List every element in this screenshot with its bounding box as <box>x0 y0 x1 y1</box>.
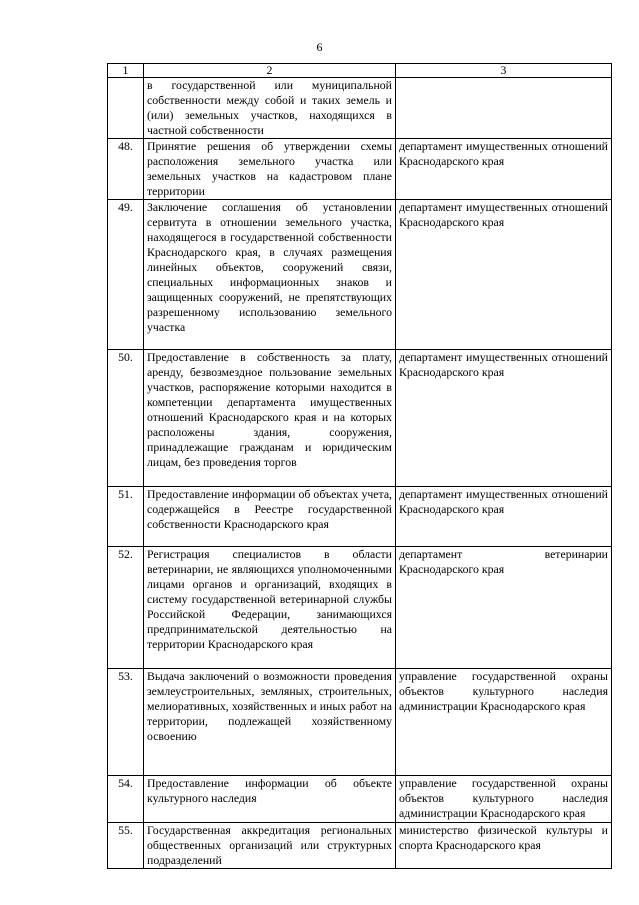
table-row <box>108 776 612 823</box>
authority-cell: департамент имущественных отношений Краснодарского края <box>396 487 612 547</box>
authority-cell: министерство физической культуры и спорта Краснодарского края <box>396 823 612 869</box>
service-name-cell: Предоставление информации об объектах учета, содержащейся в Реестре государственной собственности Краснодарского края <box>144 487 396 547</box>
table-row <box>108 350 612 487</box>
column-header-number: 1 <box>108 64 144 78</box>
table-row <box>108 200 612 350</box>
page-number: 6 <box>316 40 323 54</box>
authority-cell <box>396 78 612 139</box>
authority-cell: департамент имущественных отношений Краснодарского края <box>396 200 612 350</box>
row-number: 50. <box>108 350 144 487</box>
row-number: 52. <box>108 547 144 669</box>
service-name-cell: Регистрация специалистов в области ветеринарии, не являющихся уполномоченными лицами органов и организаций, входящих в систему государственной ветеринарной службы Российской Федерации, занимающихся предпринимательской деятельностью на территории Краснодарского края <box>144 547 396 669</box>
authority-cell: департамент имущественных отношений Краснодарского края <box>396 350 612 487</box>
header-row <box>108 64 612 78</box>
service-name-cell: Предоставление информации об объекте культурного наследия <box>144 776 396 823</box>
authority-cell: департамент имущественных отношений Краснодарского края <box>396 139 612 200</box>
row-number: 51. <box>108 487 144 547</box>
service-name-cell: Заключение соглашения об установлении сервитута в отношении земельного участка, находящегося в государственной собственности Краснодарского края, в случаях размещения линейных объектов, сооружений связи, специальных информационных знаков и защищенных сооружений, не препятствующих разрешенному использованию земельного участка <box>144 200 396 350</box>
services-table <box>107 63 612 869</box>
service-name-cell: Принятие решения об утверждении схемы расположения земельного участка или земельных участков на кадастровом плане территории <box>144 139 396 200</box>
table-row <box>108 547 612 669</box>
authority-cell: департамент ветеринарии Краснодарского края <box>396 547 612 669</box>
column-header-authority: 3 <box>396 64 612 78</box>
service-name-cell: Предоставление в собственность за плату, аренду, безвозмездное пользование земельных участков, распоряжение которыми находится в компетенции департамента имущественных отношений Краснодарского края и на которых расположены здания, сооружения, принадлежащие гражданам и юридическим лицам, без проведения торгов <box>144 350 396 487</box>
authority-cell: управление государственной охраны объектов культурного наследия администрации Краснодарского края <box>396 776 612 823</box>
table-row <box>108 487 612 547</box>
authority-cell: управление государственной охраны объектов культурного наследия администрации Краснодарского края <box>396 669 612 776</box>
row-number: 54. <box>108 776 144 823</box>
column-header-service: 2 <box>144 64 396 78</box>
service-name-cell: в государственной или муниципальной собственности между собой и таких земель и (или) земельных участков, находящихся в частной собственности <box>144 78 396 139</box>
row-number: 53. <box>108 669 144 776</box>
row-number <box>108 78 144 139</box>
service-name-cell: Государственная аккредитация региональных общественных организаций или структурных подразделений <box>144 823 396 869</box>
table-row <box>108 139 612 200</box>
row-number: 55. <box>108 823 144 869</box>
table-row <box>108 669 612 776</box>
service-name-cell: Выдача заключений о возможности проведения землеустроительных, земляных, строительных, мелиоративных, хозяйственных и иных работ на территории, подлежащей хозяйственному освоению <box>144 669 396 776</box>
row-number: 49. <box>108 200 144 350</box>
table-row <box>108 823 612 869</box>
table-row <box>108 78 612 139</box>
row-number: 48. <box>108 139 144 200</box>
